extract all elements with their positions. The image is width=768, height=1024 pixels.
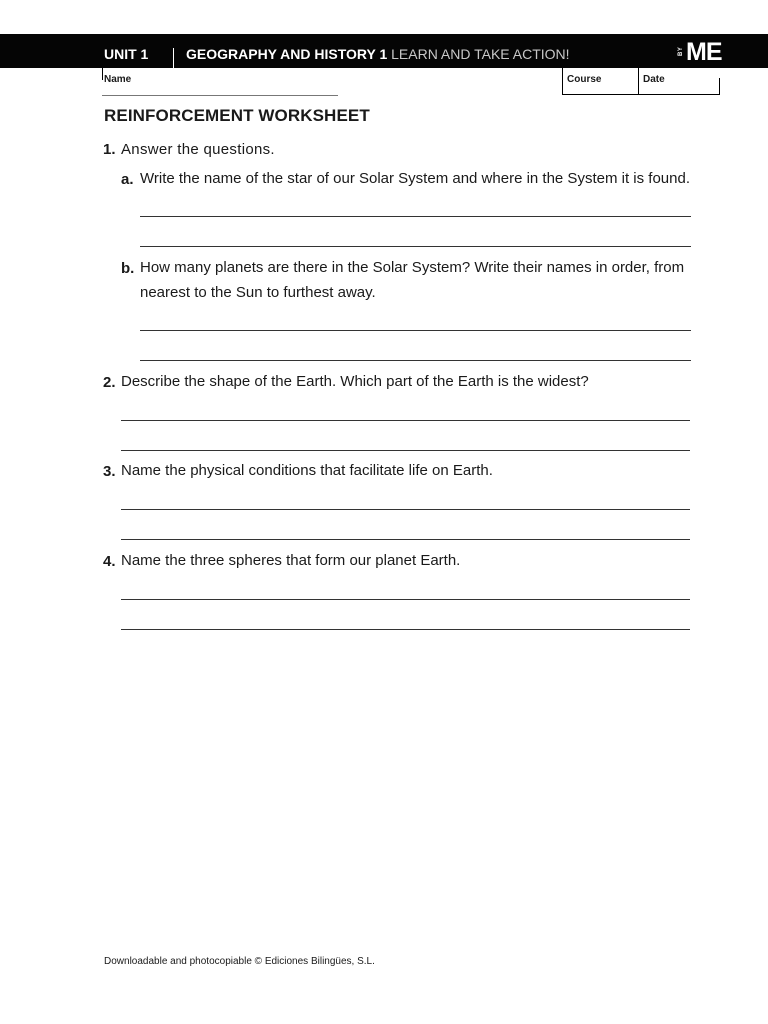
header-divider (173, 48, 174, 68)
question-number: 4. (103, 553, 116, 570)
logo-by: BY (678, 46, 684, 56)
answer-line[interactable] (121, 450, 690, 451)
name-line (102, 95, 338, 96)
question-number: 2. (103, 374, 116, 391)
answer-line[interactable] (121, 420, 690, 421)
name-label: Name (104, 74, 132, 85)
answer-line[interactable] (121, 539, 690, 540)
subject-subtitle: LEARN AND TAKE ACTION! (391, 46, 570, 62)
question-text: Name the physical conditions that facilitate life on Earth. (121, 462, 493, 479)
student-info-row (0, 68, 768, 98)
unit-label: UNIT 1 (104, 46, 149, 62)
date-line (638, 94, 720, 95)
subquestion-letter: b. (121, 260, 135, 277)
answer-line[interactable] (121, 629, 690, 630)
date-label: Date (643, 74, 665, 85)
answer-line[interactable] (140, 216, 691, 217)
answer-line[interactable] (140, 246, 691, 247)
worksheet-title: REINFORCEMENT WORKSHEET (104, 106, 370, 125)
subject-title (186, 46, 570, 62)
info-divider (719, 78, 720, 94)
answer-line[interactable] (121, 599, 690, 600)
logo-me: ME (686, 38, 722, 66)
course-label: Course (567, 74, 602, 85)
answer-line[interactable] (140, 330, 691, 331)
info-divider (102, 68, 103, 80)
question-number: 1. (103, 141, 116, 158)
question-text: Name the three spheres that form our planet Earth. (121, 552, 461, 569)
question-number: 3. (103, 463, 116, 480)
subquestion-text: How many planets are there in the Solar System? Write their names in order, from nearest to the Sun to furthest away. (140, 259, 685, 301)
publisher-logo (678, 38, 728, 66)
info-divider (562, 68, 563, 94)
question-text: Answer the questions. (121, 141, 275, 158)
answer-line[interactable] (121, 509, 690, 510)
course-line (562, 94, 638, 95)
footer-copyright: Downloadable and photocopiable © Ediciones Bilingües, S.L. (104, 956, 375, 967)
subject-name: GEOGRAPHY AND HISTORY 1 (186, 46, 388, 62)
subquestion-text: Write the name of the star of our Solar System and where in the System it is found. (140, 170, 690, 187)
answer-line[interactable] (140, 360, 691, 361)
info-divider (638, 68, 639, 94)
header-bar (0, 34, 768, 68)
question-text: Describe the shape of the Earth. Which part of the Earth is the widest? (121, 373, 589, 390)
subquestion-letter: a. (121, 171, 134, 188)
